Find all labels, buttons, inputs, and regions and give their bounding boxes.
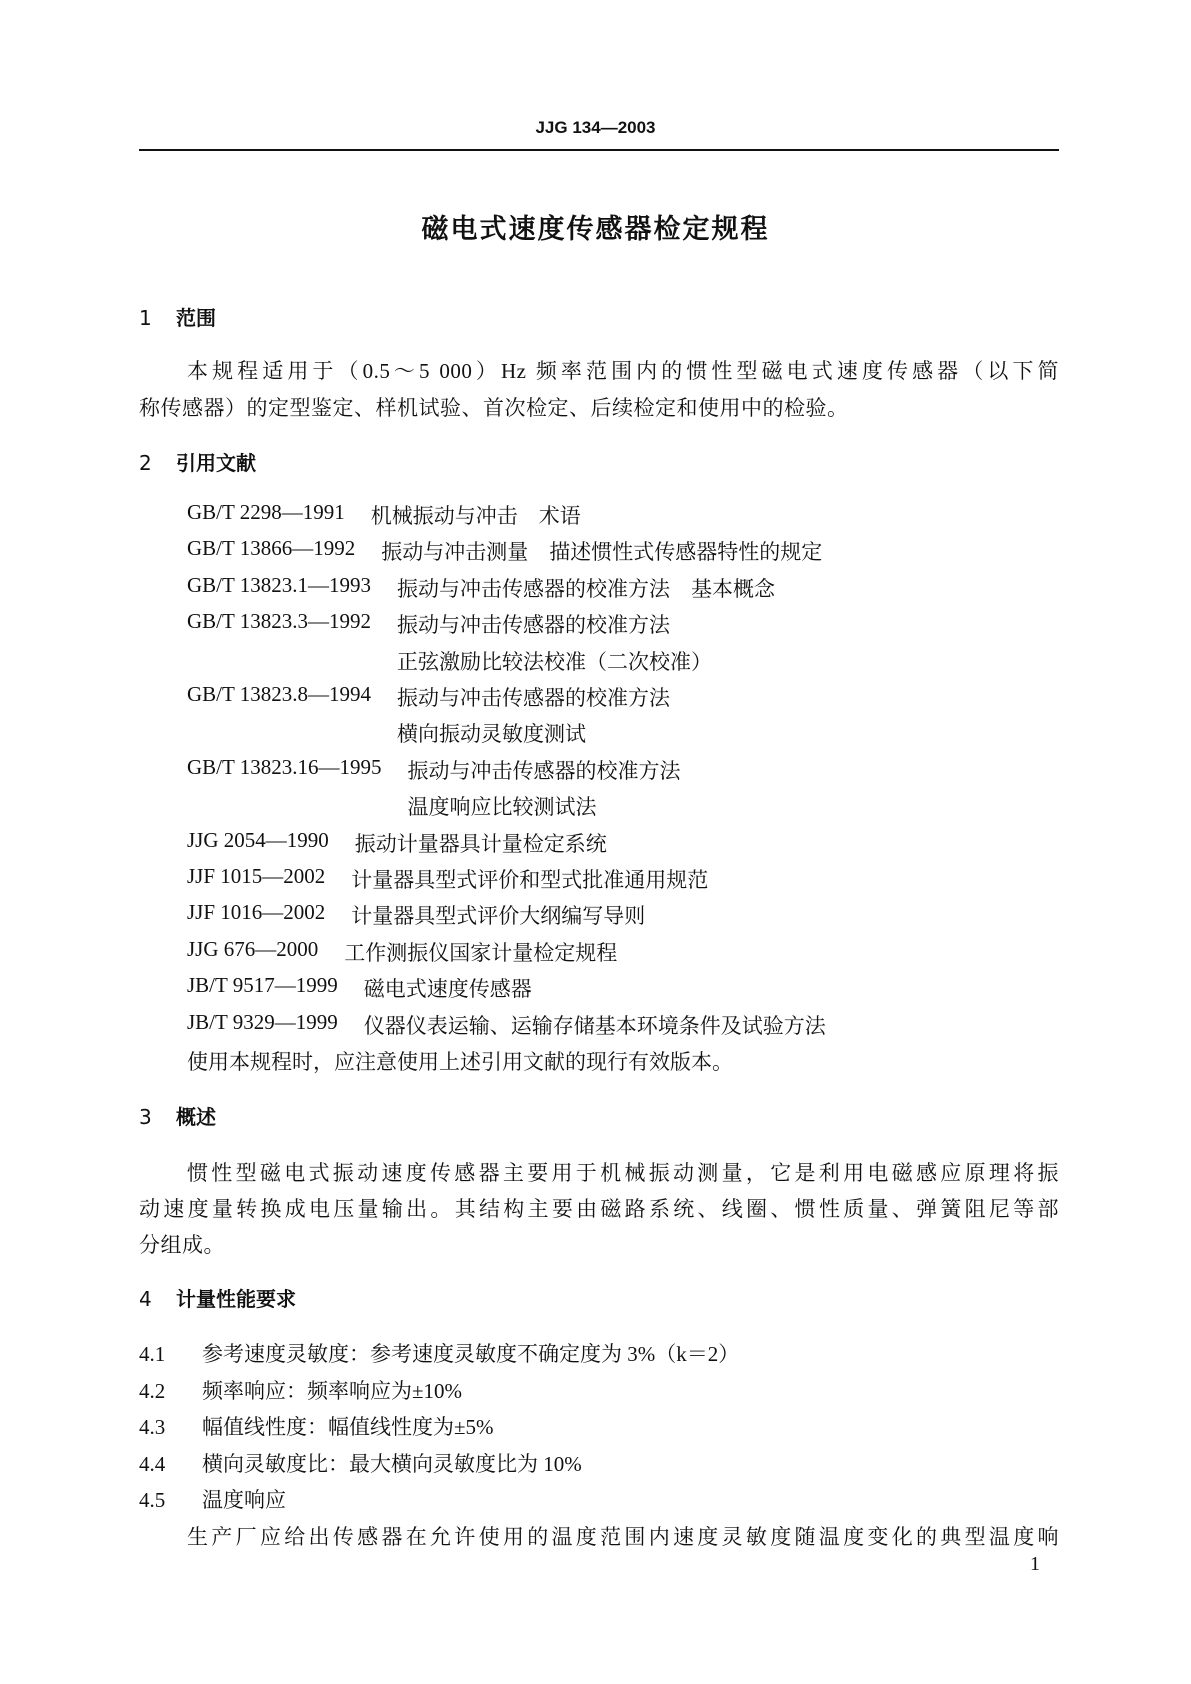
reference-title-line: 振动与冲击传感器的校准方法 xyxy=(396,613,670,638)
reference-item xyxy=(187,682,670,755)
reference-title xyxy=(397,682,670,755)
reference-title xyxy=(351,864,708,900)
requirement-item xyxy=(139,1375,462,1405)
section-4-heading xyxy=(139,1283,296,1312)
running-header: JJG 134—2003 xyxy=(535,118,656,137)
section-number: 3 xyxy=(139,1105,152,1129)
section-number: 1 xyxy=(139,306,152,330)
section-title: 引用文献 xyxy=(176,451,256,475)
reference-title-line: 工作测振仪国家计量检定规程 xyxy=(344,940,618,965)
reference-title-line: 振动与冲击传感器的校准方法 xyxy=(396,686,670,710)
paragraph-line: 本规程适用于（0.5～5 000）Hz 频率范围内的惯性型磁电式速度传感器（以下简 xyxy=(187,359,1059,383)
reference-code: JB/T 9517—1999 xyxy=(187,973,338,998)
requirement-number: 4.4 xyxy=(139,1451,166,1476)
requirement-text: 温度响应 xyxy=(202,1488,286,1513)
reference-code: GB/T 13866—1992 xyxy=(187,536,356,561)
reference-title-line: 仪器仪表运输、运输存储基本环境条件及试验方法 xyxy=(363,1013,826,1038)
paragraph-line: 生产厂应给出传感器在允许使用的温度范围内速度灵敏度随温度变化的典型温度响 xyxy=(187,1525,1059,1549)
reference-code: GB/T 13823.16—1995 xyxy=(187,754,382,779)
reference-title xyxy=(344,937,617,973)
reference-title xyxy=(407,755,680,828)
reference-code: JJF 1015—2002 xyxy=(187,864,326,888)
reference-title-line: 机械振动与冲击 术语 xyxy=(370,504,581,528)
page-number: 1 xyxy=(1030,1553,1040,1575)
requirement-number: 4.3 xyxy=(139,1415,166,1440)
reference-title xyxy=(371,500,581,536)
requirement-number: 4.1 xyxy=(139,1342,166,1366)
requirement-item xyxy=(139,1338,739,1368)
requirement-item xyxy=(139,1484,286,1514)
reference-title xyxy=(364,1010,826,1046)
reference-item xyxy=(187,937,617,973)
reference-code: JJF 1016—2002 xyxy=(187,900,326,925)
reference-title-line: 计量器具型式评价和型式批准通用规范 xyxy=(351,868,709,892)
reference-code: JJG 676—2000 xyxy=(187,936,319,961)
reference-item xyxy=(187,755,680,828)
requirement-text: 频率响应：频率响应为±10% xyxy=(202,1378,463,1403)
reference-title-line: 正弦激励比较法校准（二次校准） xyxy=(396,649,712,674)
reference-code: JJG 2054—1990 xyxy=(187,827,329,852)
section-3-heading xyxy=(139,1101,216,1130)
requirement-text: 横向灵敏度比：最大横向灵敏度比为 10% xyxy=(202,1451,582,1476)
requirement-number: 4.5 xyxy=(139,1488,166,1513)
reference-title-line: 横向振动灵敏度测试 xyxy=(396,722,586,747)
section-title: 计量性能要求 xyxy=(176,1287,296,1311)
reference-title xyxy=(397,573,775,609)
reference-code: GB/T 13823.8—1994 xyxy=(187,682,371,706)
reference-note: 使用本规程时，应注意使用上述引用文献的现行有效版本。 xyxy=(187,1050,733,1074)
reference-item xyxy=(187,864,708,900)
paragraph-line: 动速度量转换成电压量输出。其结构主要由磁路系统、线圈、惯性质量、弹簧阻尼等部 xyxy=(139,1197,1059,1221)
paragraph-line: 惯性型磁电式振动速度传感器主要用于机械振动测量，它是利用电磁感应原理将振 xyxy=(187,1161,1059,1185)
reference-title xyxy=(381,536,822,572)
reference-title xyxy=(397,609,712,682)
reference-code: GB/T 13823.1—1993 xyxy=(187,572,371,597)
paragraph-line: 称传感器）的定型鉴定、样机试验、首次检定、后续检定和使用中的检验。 xyxy=(139,396,849,420)
reference-item xyxy=(187,973,532,1009)
reference-code: GB/T 2298—1991 xyxy=(187,500,345,524)
reference-title-line: 计量器具型式评价大纲编写导则 xyxy=(351,904,646,929)
reference-item xyxy=(187,609,712,682)
reference-title-line: 振动与冲击传感器的校准方法 xyxy=(407,758,681,783)
reference-title-line: 振动与冲击传感器的校准方法 基本概念 xyxy=(396,576,775,601)
requirement-item xyxy=(139,1448,582,1478)
reference-item xyxy=(187,536,822,572)
section-title: 范围 xyxy=(176,306,216,330)
reference-item xyxy=(187,500,581,536)
requirement-item xyxy=(139,1411,494,1441)
section-title: 概述 xyxy=(176,1105,216,1129)
reference-title-line: 振动与冲击测量 描述惯性式传感器特性的规定 xyxy=(381,540,823,565)
reference-code: GB/T 13823.3—1992 xyxy=(187,609,371,634)
section-number: 2 xyxy=(139,451,152,475)
section-2-heading xyxy=(139,447,256,476)
section-number: 4 xyxy=(139,1287,152,1311)
reference-item xyxy=(187,828,607,864)
reference-title xyxy=(364,973,532,1009)
section-1-heading xyxy=(139,302,216,331)
reference-title xyxy=(355,828,607,864)
reference-title xyxy=(351,900,645,936)
document-title: 磁电式速度传感器检定规程 xyxy=(421,214,770,245)
reference-title-line: 磁电式速度传感器 xyxy=(363,977,532,1002)
reference-title-line: 振动计量器具计量检定系统 xyxy=(354,831,607,856)
requirement-text: 参考速度灵敏度：参考速度灵敏度不确定度为 3%（k＝2） xyxy=(202,1342,740,1366)
requirement-number: 4.2 xyxy=(139,1378,166,1403)
reference-item xyxy=(187,1010,826,1046)
reference-title-line: 温度响应比较测试法 xyxy=(407,795,597,820)
header-rule xyxy=(139,149,1059,151)
reference-code: JB/T 9329—1999 xyxy=(187,1009,338,1034)
reference-item xyxy=(187,900,645,936)
paragraph-line: 分组成。 xyxy=(139,1233,225,1257)
reference-item xyxy=(187,573,775,609)
requirement-text: 幅值线性度：幅值线性度为±5% xyxy=(202,1415,494,1440)
